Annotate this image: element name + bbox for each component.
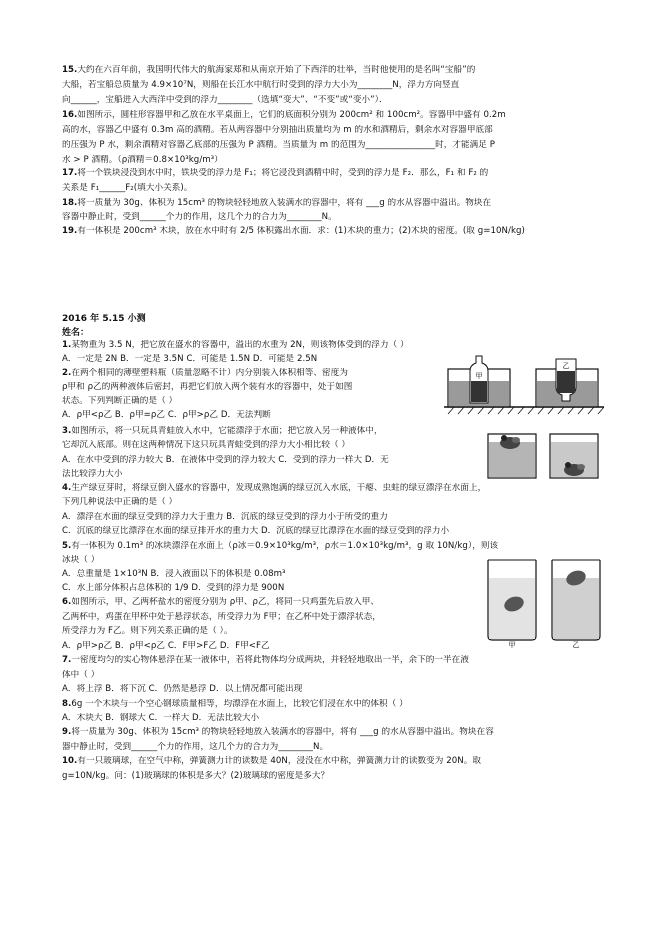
text-line: [62, 168, 488, 179]
figure-bottles-in-water: [444, 351, 604, 415]
line-text: 乙两杯中，鸡蛋在甲杯中处于悬浮状态，所受浮力为 F甲；在乙杯中处于漂浮状态，: [62, 612, 381, 622]
text-line: [62, 212, 337, 223]
text-line: [62, 80, 459, 91]
line-text: 下列几种说法中正确的是（ ）: [62, 497, 178, 507]
line-text: 关系是 F₁______F₂(填大小关系)。: [62, 183, 193, 193]
text-line: [62, 655, 469, 666]
line-text: A．ρ甲<ρ乙 B．ρ甲=ρ乙 C．ρ甲>ρ乙 D．无法判断: [62, 410, 271, 420]
question-number: 18.: [62, 198, 78, 208]
beaker-label-jia: 甲: [508, 641, 516, 648]
text-line: [62, 95, 388, 106]
text-line: [62, 440, 350, 451]
line-text: 一密度均匀的实心物体悬浮在某一液体中，若将此物体均分成两块，并轻轻地取出一半，余下的一半在液: [71, 655, 469, 665]
line-text: A．将上浮 B．将下沉 C．仍然是悬浮 D．以上情况都可能出现: [62, 684, 303, 694]
line-text: C．沉底的绿豆比漂浮在水面的绿豆排开水的重力大 D．沉底的绿豆比漂浮在水面的绿豆受到的浮力小: [62, 526, 450, 536]
line-text: 法比较浮力大小: [62, 469, 123, 479]
text-line: [62, 140, 495, 151]
text-line: [62, 641, 270, 652]
question-number: 3.: [62, 426, 72, 436]
text-line: [62, 65, 475, 76]
question-number: 4.: [62, 483, 72, 493]
text-line: [62, 382, 352, 393]
text-line: [62, 699, 408, 710]
line-text: A．ρ甲>ρ乙 B．ρ甲<ρ乙 C．F甲>F乙 D．F甲<F乙: [62, 641, 270, 651]
text-line: [62, 155, 223, 166]
line-text: 器中静止时，受到______个力的作用，这几个力的合力为________N。: [62, 742, 329, 752]
line-text: 如图所示，甲、乙两杯盐水的密度分别为 ρ甲、ρ乙，将同一只鸡蛋先后放入甲、: [71, 597, 380, 607]
text-line: [62, 771, 329, 782]
bottle-label-jia: 甲: [475, 372, 483, 380]
name-label: 姓名：: [62, 328, 90, 338]
text-line: [62, 469, 123, 480]
line-text: 将一个铁块浸没到水中时，铁块受的浮力是 F₁；将它浸没到酒精中时，受到的浮力是 F₂．那么，F₁ 和 F₂ 的: [77, 168, 489, 178]
question-number: 8.: [62, 699, 72, 709]
text-line: [62, 354, 317, 365]
line-text: A．漂浮在水面的绿豆受到的浮力大于重力 B．沉底的绿豆受到的浮力小于所受的重力: [62, 512, 388, 522]
quiz-title: 2016 年 5.15 小测: [62, 314, 146, 324]
question-number: 17.: [62, 168, 78, 178]
text-line: [62, 583, 284, 594]
text-line: [62, 684, 302, 695]
text-line: [62, 742, 328, 753]
figure-frog-beakers: [486, 428, 602, 480]
question-number: 2.: [62, 368, 72, 378]
text-line: [62, 183, 192, 194]
question-number: 15.: [62, 65, 78, 75]
text-line: [62, 483, 486, 494]
text-line: [62, 626, 233, 637]
text-line: [62, 368, 348, 379]
line-text: ρ甲和 ρ乙的两种液体后密封，再把它们放入两个装有水的容器中，处于如图: [62, 382, 353, 392]
line-text: 体中（ ）: [62, 670, 100, 680]
line-text: 所受浮力为 F乙。则下列关系正确的是（ ）。: [62, 626, 233, 636]
text-line: [62, 541, 498, 552]
line-text: 水 > P 酒精。（ρ酒精＝0.8×10³kg/m³）: [62, 155, 223, 165]
line-text: 有一体积是 200cm³ 木块，放在水中时有 2/5 体积露出水面．求：(1)木块的重力；(2)木块的密度。(取 g=10N/kg): [77, 226, 525, 236]
question-number: 10.: [62, 756, 78, 766]
line-text: 6g 一个木块与一个空心钢球质量相等，均漂浮在水面上，比较它们浸在水中的体积（ ）: [71, 699, 408, 709]
line-text: 某物重为 3.5 N，把它放在盛水的容器中，溢出的水重为 2N，则该物体受到的浮力（ ）: [71, 340, 409, 350]
line-text: 在两个相同的薄壁塑料瓶（质量忽略不计）内分别装入体积相等、密度为: [71, 368, 348, 378]
line-text: 向______，宝船进入大西洋中受到的浮力________（选填“变大”、“不变”或“变小”）．: [62, 95, 388, 105]
beaker-label-yi: 乙: [572, 641, 580, 648]
line-text: g=10N/kg。问：(1)玻璃球的体积是多大？(2)玻璃球的密度是多大？: [62, 771, 330, 781]
text-line: [62, 497, 177, 508]
question-number: 1.: [62, 340, 72, 350]
line-text: 容器中静止时，受到______个力的作用，这几个力的合力为________N。: [62, 212, 337, 222]
text-line: [62, 569, 286, 580]
text-line: [62, 226, 525, 237]
line-text: A．在水中受到的浮力较大 B．在液体中受到的浮力较大 C．受到的浮力一样大 D．无: [62, 455, 389, 465]
question-number: 6.: [62, 597, 72, 607]
line-text: 状态。下列判断正确的是（ ）: [62, 396, 178, 406]
text-line: [62, 555, 99, 566]
question-number: 7.: [62, 655, 72, 665]
text-line: [62, 727, 494, 738]
question-number: 16.: [62, 110, 78, 120]
text-line: [62, 512, 388, 523]
line-text: 将一质量为 30g、体积为 15cm³ 的物块轻轻地放入装满水的容器中，将有 ___g 的水从容器中溢出。物块在容: [71, 727, 494, 737]
text-line: [62, 426, 383, 437]
line-text: 有一只玻璃球，在空气中称，弹簧测力计的读数是 40N，浸没在水中称，弹簧测力计的读数变为 20N。取: [77, 756, 482, 766]
line-text: 大船，若宝船总质量为 4.9×10⁷N，则船在长江水中航行时受到的浮力大小为________N，浮力方向竖直: [62, 80, 460, 90]
figure-eggs-in-saltwater: [484, 556, 606, 648]
question-number: 19.: [62, 226, 78, 236]
bottle-label-yi: 乙: [562, 362, 570, 370]
line-text: A．总重量是 1×10³N B．浸入液面以下的体积是 0.08m³: [62, 569, 286, 579]
text-line: [62, 455, 389, 466]
text-line: [62, 396, 177, 407]
line-text: A．一定是 2N B．一定是 3.5N C．可能是 1.5N D．可能是 2.5N: [62, 354, 318, 364]
line-text: 如图所示，圆柱形容器甲和乙放在水平桌面上，它们的底面积分别为 200cm² 和 100cm²。容器甲中盛有 0.2m: [77, 110, 506, 120]
line-text: 它却沉入底部。则在这两种情况下这只玩具青蛙受到的浮力大小相比较（ ）: [62, 440, 351, 450]
text-line: [62, 713, 259, 724]
text-line: [62, 597, 379, 608]
frog-floating-icon: [500, 435, 520, 449]
question-number: 9.: [62, 727, 72, 737]
text-line: [62, 125, 493, 136]
line-text: 生产绿豆芽时，将绿豆倒入盛水的容器中，发现成熟饱满的绿豆沉入水底，干瘪、虫蛀的绿豆漂浮在水面上，: [71, 483, 487, 493]
text-line: [62, 526, 449, 537]
line-text: 的压强为 P 水，剩余酒精对容器乙底部的压强为 P 酒精。当质量为 m 的范围为________________时，才能满足 P: [62, 140, 495, 150]
text-line: [62, 410, 271, 421]
line-text: A．木块大 B．钢球大 C．一样大 D．无法比较大小: [62, 713, 260, 723]
line-text: C．水上部分体积占总体积的 1/9 D．受到的浮力是 900N: [62, 583, 285, 593]
text-line: [62, 612, 381, 623]
text-line: [62, 340, 409, 351]
line-text: 有一体积为 0.1m³ 的冰块漂浮在水面上（ρ冰＝0.9×10³kg/m³，ρ水＝1.0×10³kg/m³，g 取 10N/kg），则该: [71, 541, 499, 551]
line-text: 冰块（ ）: [62, 555, 100, 565]
question-number: 5.: [62, 541, 72, 551]
text-line: [62, 756, 481, 767]
line-text: 大约在六百年前，我国明代伟大的航海家郑和从南京开始了下西洋的壮举，当时他使用的是名叫“宝船”的: [77, 65, 476, 75]
text-line: [62, 198, 491, 209]
line-text: 将一质量为 30g、体积为 15cm³ 的物块轻轻地放入装满水的容器中，将有 ___g 的水从容器中溢出。物块在: [77, 198, 492, 208]
text-line: [62, 670, 99, 681]
text-line: [62, 110, 506, 121]
line-text: 高的水，容器乙中盛有 0.3m 高的酒精。若从两容器中分别抽出质量均为 m 的水和酒精后，剩余水对容器甲底部: [62, 125, 493, 135]
line-text: 如图所示，将一只玩具青蛙放入水中，它能漂浮于水面；把它放入另一种液体中，: [71, 426, 383, 436]
